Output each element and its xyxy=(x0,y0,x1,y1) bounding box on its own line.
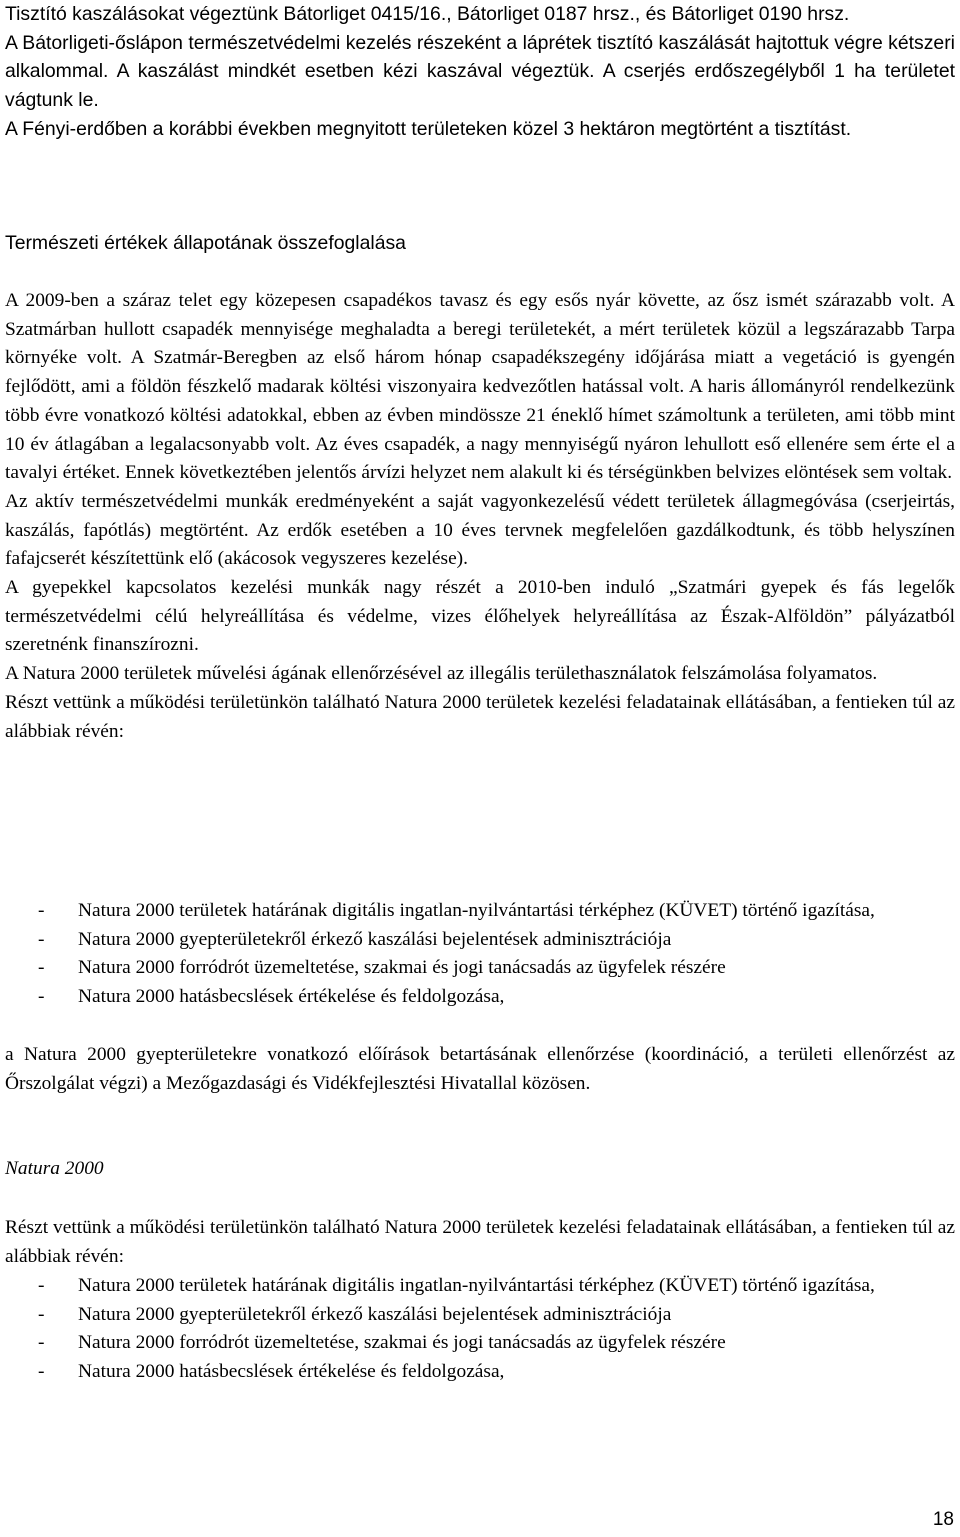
natura-heading: Natura 2000 xyxy=(5,1158,104,1179)
list-dash: - xyxy=(38,928,45,950)
paragraph-natura-tasks-intro-2: Részt vettünk a működési területünkön található Natura 2000 területek kezelési feladatainak ellátásában, a fentieken túl az alábbiak révén: xyxy=(5,1217,955,1267)
list-item-text: Natura 2000 forródrót üzemeltetése, szakmai és jogi tanácsadás az ügyfelek részére xyxy=(78,957,726,979)
natura-block xyxy=(5,1214,955,1271)
paragraph-coordination: a Natura 2000 gyepterületekre vonatkozó előírások betartásának ellenőrzése (koordináció, a területi ellenőrzést az Őrszolgálat végzi) a Mezőgazdasági és Vidékfejlesztési Hivatallal közösen. xyxy=(5,1044,955,1094)
list-dash: - xyxy=(38,1303,45,1325)
list-dash: - xyxy=(38,1275,45,1296)
list-item xyxy=(5,983,955,1012)
list-dash: - xyxy=(38,900,45,921)
page-number: 18 xyxy=(932,1509,954,1530)
list-item xyxy=(5,1272,955,1301)
list-item xyxy=(5,954,955,983)
list-item-text: Natura 2000 gyepterületekről érkező kaszálási bejelentések adminisztrációja xyxy=(78,928,672,950)
paragraph-active-conservation: Az aktív természetvédelmi munkák eredményeként a saját vagyonkezelésű védett területek állagmegóvása (cserjeirtás, kaszálás, fapótlás) megtörtént. Az erdők esetében a 10 éves tervnek megfelelően gazdálkodtunk, és több helyszínen fafajcserét készítettünk elő (akácosok vegyszeres kezelése). xyxy=(5,490,955,570)
list-item-text: Natura 2000 területek határának digitális ingatlan-nyilvántartási térképhez (KÜVET) történő igazítása, xyxy=(78,900,875,921)
paragraph-grassland-funding: A gyepekkel kapcsolatos kezelési munkák nagy részét a 2010-ben induló „Szatmári gyepek és fás legelők természetvédelmi célú helyreállítása és védelme, vizes élőhelyek helyreállítása az Észak-Alföldön” pályázatból szeretnénk finanszírozni. xyxy=(5,577,955,656)
list-item xyxy=(5,1301,955,1330)
paragraph-fenyi-erdo: A Fényi-erdőben a korábbi években megnyitott területeken közel 3 hektáron megtörtént a tisztítást. xyxy=(5,117,852,140)
section-heading-block xyxy=(5,229,955,258)
list-item xyxy=(5,1329,955,1358)
list-item-text: Natura 2000 forródrót üzemeltetése, szakmai és jogi tanácsadás az ügyfelek részére xyxy=(78,1332,726,1354)
list-item-text: Natura 2000 területek határának digitális ingatlan-nyilvántartási térképhez (KÜVET) történő igazítása, xyxy=(78,1275,875,1296)
natura-heading-block xyxy=(5,1155,955,1184)
closing-block xyxy=(5,1041,955,1098)
list-dash: - xyxy=(38,1361,45,1383)
section-heading: Természeti értékek állapotának összefoglalása xyxy=(5,232,406,254)
paragraph-natura-tasks-intro: Részt vettünk a működési területünkön található Natura 2000 területek kezelési feladatainak ellátásában, a fentieken túl az alábbiak révén: xyxy=(5,691,955,742)
summary-block xyxy=(5,287,955,746)
paragraph-natura-land-use: A Natura 2000 területek művelési ágának ellenőrzésével az illegális területhasználatok felszámolása folyamatos. xyxy=(5,663,878,685)
paragraph-weather-summary: A 2009-ben a száraz telet egy közepesen csapadékos tavasz és egy esős nyár követte, az ősz ismét szárazabb volt. A Szatmárban hullott csapadék mennyisége meghaladta a beregi területekét, a mért területek közül a legszárazabb Tarpa környéke volt. A Szatmár-Beregben az első három hónap csapadékszegény időjárása miatt a vegetáció is gyengén fejlődött, ami a földön fészkelő madarak költési viszonyaira kedvezőtlen hatással volt. A haris állományról rendelkezünk több évre vonatkozó költési adatokkal, ebben az évben mindössze 21 éneklő hímet számoltunk a területen, ami több mint 10 év átlagában a legalacsonyabb volt. Az éves csapadék, a nagy mennyiségű nyáron lehullott eső ellenére sem érte el a tavalyi értéket. Ennek következtében jelentős árvízi helyzet nem alakult ki és térségünkben belvizes elöntések sem voltak. xyxy=(5,290,955,484)
list-item-text: Natura 2000 hatásbecslések értékelése és feldolgozása, xyxy=(78,986,505,1008)
natura-task-list-1 xyxy=(5,897,955,1012)
paragraph-batorligeti-oslap: A Bátorligeti-őslápon természetvédelmi kezelés részeként a láprétek tisztító kaszálását hajtottuk végre kétszeri alkalommal. A kaszálást mindkét esetben kézi kaszával végeztük. A cserjés erdőszegélyből 1 ha területet vágtunk le. xyxy=(5,31,955,112)
mowing-work-block xyxy=(5,0,955,144)
list-item xyxy=(5,897,955,926)
list-item-text: Natura 2000 gyepterületekről érkező kaszálási bejelentések adminisztrációja xyxy=(78,1303,672,1325)
list-dash: - xyxy=(38,1332,45,1354)
list-item xyxy=(5,926,955,955)
natura-task-list-2 xyxy=(5,1272,955,1387)
list-dash: - xyxy=(38,957,45,979)
list-item-text: Natura 2000 hatásbecslések értékelése és feldolgozása, xyxy=(78,1361,505,1383)
list-item xyxy=(5,1358,955,1387)
paragraph-batorliget-mowing: Tisztító kaszálásokat végeztünk Bátorliget 0415/16., Bátorliget 0187 hrsz., és Bátorliget 0190 hrsz. xyxy=(5,3,850,25)
list-dash: - xyxy=(38,986,45,1008)
